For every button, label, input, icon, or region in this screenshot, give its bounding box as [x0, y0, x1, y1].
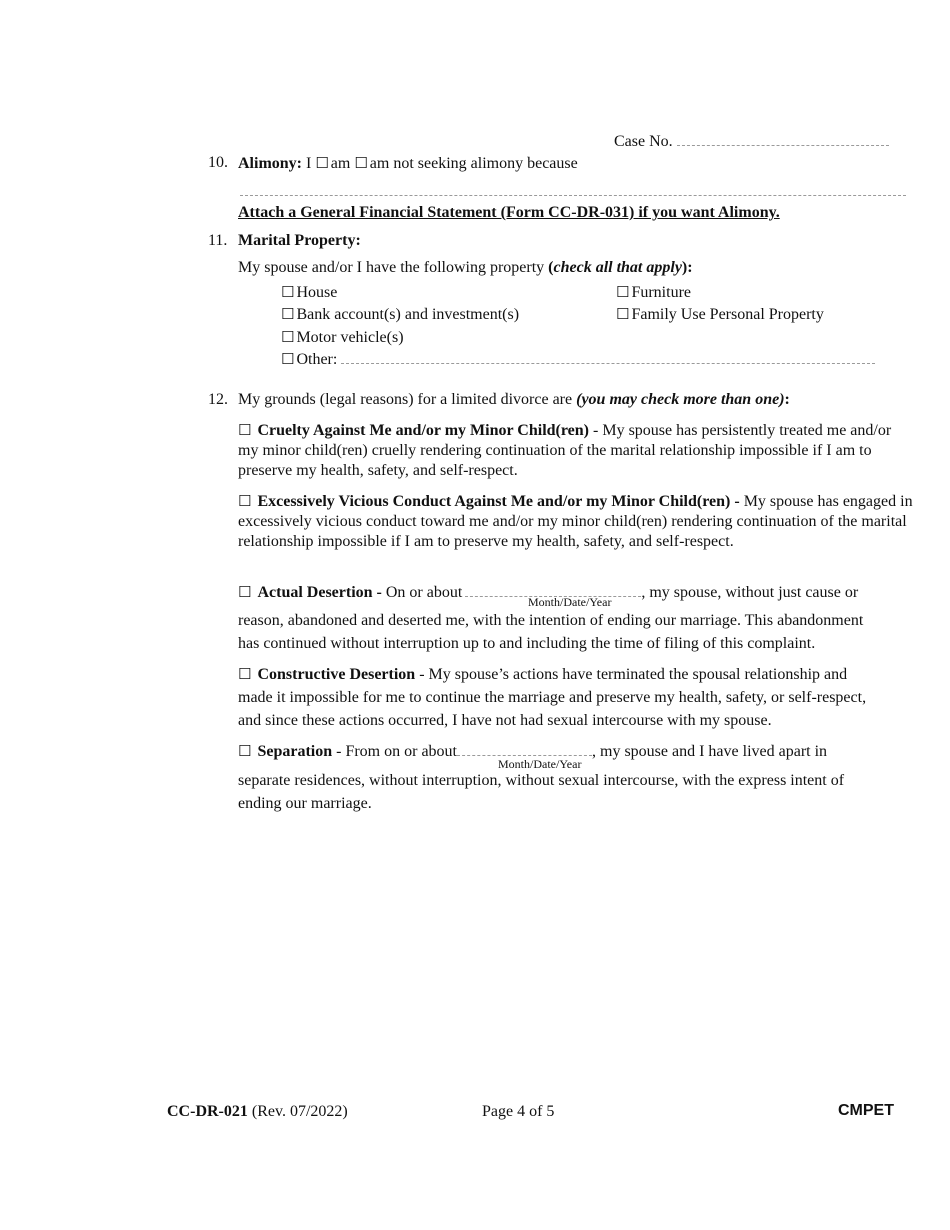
form-revision: (Rev. 07/2022): [251, 1103, 348, 1120]
section-11-number: 11.: [208, 232, 228, 249]
family-use-checkbox[interactable]: ☐: [616, 305, 630, 323]
other-label: Other:: [296, 351, 338, 368]
constructive-desertion-line1: - My spouse’s actions have terminated the spousal relationship and: [419, 666, 848, 683]
grounds-intro-text: My grounds (legal reasons) for a limited divorce are: [238, 391, 573, 408]
alimony-am-not-checkbox[interactable]: ☐: [354, 154, 368, 172]
vicious-conduct-text: My spouse has engaged in excessively vicious conduct toward me and/or my minor child(ren) rendering continuation of the marital relationship impossible if I am to preserve my health, safety, and self-respect.: [238, 493, 913, 550]
alimony-i: I: [306, 155, 312, 172]
property-option-house[interactable]: [281, 282, 337, 303]
ground-vicious-conduct: [238, 491, 913, 552]
alimony-row: [238, 153, 578, 174]
separation-checkbox[interactable]: ☐: [238, 742, 252, 760]
motor-vehicles-label: Motor vehicle(s): [296, 329, 404, 346]
vicious-conduct-checkbox[interactable]: ☐: [238, 492, 252, 510]
cruelty-checkbox[interactable]: ☐: [238, 421, 252, 439]
ground-constructive-desertion: [238, 664, 847, 685]
constructive-desertion-line3: and since these actions occurred, I have not had sexual intercourse with my spouse.: [238, 712, 772, 729]
constructive-desertion-checkbox[interactable]: ☐: [238, 665, 252, 683]
actual-desertion-title: Actual Desertion -: [257, 584, 382, 601]
page-number: Page 4 of 5: [482, 1103, 555, 1120]
actual-desertion-checkbox[interactable]: ☐: [238, 583, 252, 601]
actual-desertion-date-label: Month/Date/Year: [528, 595, 612, 609]
property-option-family-use[interactable]: [616, 304, 824, 325]
section-12-number: 12.: [208, 391, 228, 408]
property-option-bank-accounts[interactable]: [281, 304, 519, 325]
separation-after: , my spouse and I have lived apart in: [592, 743, 828, 760]
separation-line2: separate residences, without interruption, without sexual intercourse, with the express intent of: [238, 772, 845, 789]
property-option-other[interactable]: [281, 349, 875, 370]
separation-date-label: Month/Date/Year: [498, 757, 582, 771]
grounds-intro: [238, 390, 790, 410]
alimony-am-not-label: am not seeking alimony because: [369, 155, 578, 172]
property-intro-text: My spouse and/or I have the following property: [238, 259, 545, 276]
furniture-label: Furniture: [631, 284, 691, 301]
grounds-intro-colon: :: [784, 391, 790, 408]
cruelty-text: - My spouse has persistently treated me and/or my minor child(ren) cruelly rendering continuation of the marital relationship impossible if I am to preserve my health, safety, and self-respect.: [238, 422, 892, 479]
cruelty-title: Cruelty Against Me and/or my Minor Child(ren): [257, 422, 590, 439]
alimony-am-checkbox[interactable]: ☐: [315, 154, 329, 172]
property-intro-close: ):: [681, 259, 693, 276]
footer-form-id: [167, 1102, 348, 1122]
bank-accounts-label: Bank account(s) and investment(s): [296, 306, 520, 323]
actual-desertion-line2: reason, abandoned and deserted me, with the intention of ending our marriage. This abandonment: [238, 612, 864, 629]
property-intro-emphasis: check all that apply: [553, 259, 682, 276]
grounds-intro-emphasis: (you may check more than one): [576, 391, 785, 408]
property-intro: [238, 258, 693, 278]
case-number-label: Case No.: [614, 133, 673, 150]
property-intro-open: (: [548, 259, 554, 276]
separation-line3: ending our marriage.: [238, 795, 372, 812]
house-checkbox[interactable]: ☐: [281, 283, 295, 301]
separation-before: - From on or about: [336, 743, 457, 760]
vicious-conduct-title: Excessively Vicious Conduct Against Me and/or my Minor Child(ren) -: [257, 493, 740, 510]
separation-title: Separation: [257, 743, 333, 760]
actual-desertion-after: , my spouse, without just cause or: [641, 584, 859, 601]
case-number-field: [614, 132, 889, 152]
house-label: House: [296, 284, 338, 301]
attach-financial-statement-note: Attach a General Financial Statement (Form CC-DR-031) if you want Alimony.: [238, 204, 780, 221]
section-10-number: 10.: [208, 154, 228, 171]
bank-accounts-checkbox[interactable]: ☐: [281, 305, 295, 323]
form-id: CC-DR-021: [167, 1103, 248, 1120]
furniture-checkbox[interactable]: ☐: [616, 283, 630, 301]
motor-vehicles-checkbox[interactable]: ☐: [281, 328, 295, 346]
alimony-title: Alimony:: [238, 155, 302, 172]
alimony-am-label: am: [330, 155, 351, 172]
constructive-desertion-line2: made it impossible for me to continue the marriage and preserve my health, safety, or self-respect,: [238, 689, 867, 706]
case-number-input[interactable]: [677, 133, 889, 146]
actual-desertion-before: On or about: [385, 584, 463, 601]
property-option-furniture[interactable]: [616, 282, 691, 303]
marital-property-title: [238, 231, 361, 251]
constructive-desertion-title: Constructive Desertion: [257, 666, 416, 683]
other-property-input[interactable]: [341, 351, 875, 364]
marital-property-heading: Marital Property:: [238, 232, 361, 249]
ground-cruelty: [238, 420, 913, 481]
family-use-label: Family Use Personal Property: [631, 306, 824, 323]
alimony-reason-input[interactable]: [240, 195, 906, 196]
form-code: CMPET: [838, 1102, 894, 1119]
other-checkbox[interactable]: ☐: [281, 350, 295, 368]
actual-desertion-line3: has continued without interruption up to and including the time of filing of this complaint.: [238, 635, 816, 652]
property-option-motor-vehicles[interactable]: [281, 327, 404, 348]
separation-date-input[interactable]: [457, 743, 592, 756]
